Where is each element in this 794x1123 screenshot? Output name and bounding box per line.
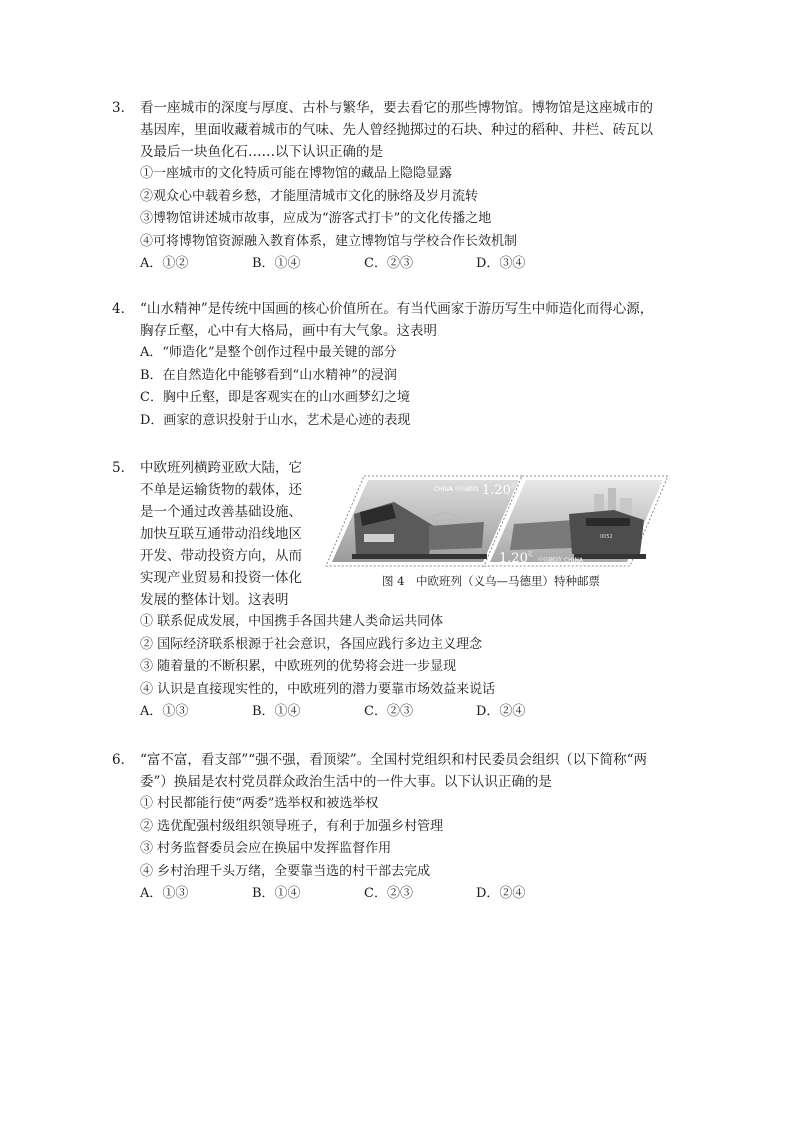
answer-choices	[140, 253, 692, 276]
answer-choices	[140, 701, 692, 724]
answer-choices	[140, 883, 692, 906]
statement-2: ②观众心中载着乡愁，才能厘清城市文化的脉络及岁月流转	[140, 188, 479, 204]
stamp-engine-number: 0052	[600, 534, 613, 540]
choice-a[interactable]: A．①③	[140, 886, 189, 901]
question-stem: 中欧班列横跨亚欧大陆，它 不单是运输货物的载体，还 是一个通过改善基础设施、 加快互联互通带动沿线地区 开发、带动投资方向，从而 实现产业贸易和投资一体化 发展的整体计划。这表明	[140, 460, 302, 608]
choice-c[interactable]: C．②③	[364, 704, 413, 719]
choice-b[interactable]: B．在自然造化中能够看到“山水精神”的浸润	[140, 367, 397, 383]
question-stem: “富不富，看支部”“强不强，看顶梁”。全国村党组织和村民委员会组织（以下简称“两 委”）换届是农村党员群众政治生活中的一件大事。以下认识正确的是	[140, 752, 648, 790]
choice-c[interactable]: C．②③	[364, 886, 413, 901]
choice-b[interactable]: B．①④	[252, 256, 301, 271]
statement-4: ④ 乡村治理千头万绪，全要靠当选的村干部去完成	[140, 863, 431, 879]
statement-2: ② 选优配强村级组织领导班子，有利于加强乡村管理	[140, 818, 444, 834]
choice-b[interactable]: B．①④	[252, 886, 301, 901]
choice-a[interactable]: A．①③	[140, 704, 189, 719]
stamp-left-unit: 元	[510, 483, 517, 490]
choice-c[interactable]: C．②③	[364, 256, 413, 271]
choice-a[interactable]: A．“师造化”是整个创作过程中最关键的部分	[140, 345, 397, 360]
choice-a[interactable]: A．①②	[140, 256, 189, 271]
choice-c[interactable]: C．胸中丘壑，即是客观实在的山水画梦幻之境	[140, 390, 410, 405]
choice-b[interactable]: B．①④	[252, 704, 301, 719]
question-4	[112, 298, 692, 432]
statement-2: ② 国际经济联系根源于社会意识，各国应践行多边主义理念	[140, 636, 483, 652]
statement-1: ① 联系促成发展，中国携手各国共建人类命运共同体	[140, 614, 444, 629]
statement-4: ④ 认识是直接现实性的，中欧班列的潜力要靠市场效益来说话	[140, 681, 496, 697]
stamp-right-value: 1.20	[499, 551, 528, 566]
question-stem: 看一座城市的深度与厚度、古朴与繁华，要去看它的那些博物馆。博物馆是这座城市的 基因库，里面收藏着城市的气味、先人曾经抛掷过的石块、种过的稻种、井栏、砖瓦以 及最后一块鱼化石……以下认识正确的是	[140, 100, 653, 160]
statement-3: ③ 随着量的不断积累，中欧班列的优势将会进一步显现	[140, 659, 457, 674]
stamp-right-unit: 元	[527, 551, 534, 558]
question-number: 3．	[112, 100, 135, 116]
choice-d[interactable]: D．③④	[476, 256, 526, 271]
stamp-left-brand: CHINA 中国邮政	[434, 486, 479, 493]
stamp-illustration	[324, 474, 670, 574]
question-3	[112, 97, 692, 276]
choice-d[interactable]: D．画家的意识投射于山水，艺术是心迹的表现	[140, 412, 411, 428]
statement-1: ① 村民都能行使“两委”选举权和被选举权	[140, 796, 379, 811]
choice-d[interactable]: D．②④	[476, 886, 526, 901]
question-number: 6．	[112, 752, 135, 768]
statement-3: ③ 村务监督委员会应在换届中发挥监督作用	[140, 841, 392, 856]
question-stem: “山水精神”是传统中国画的核心价值所在。有当代画家于游历写生中师造化而得心源， 胸存丘壑，心中有大格局，画中有大气象。这表明	[140, 301, 654, 339]
question-number: 4．	[112, 301, 135, 317]
stamp-left-value: 1.20	[482, 483, 511, 498]
choice-d[interactable]: D．②④	[476, 704, 526, 719]
figure-caption: 图 4 中欧班列（义乌—马德里）特种邮票	[382, 574, 600, 588]
statement-1: ①一座城市的文化特质可能在博物馆的藏品上隐隐显露	[140, 166, 453, 181]
statement-4: ④可将博物馆资源融入教育体系，建立博物馆与学校合作长效机制	[140, 233, 518, 249]
question-number: 5．	[112, 460, 135, 476]
question-6	[112, 749, 692, 906]
stamp-right-brand: 中国邮政 CHINA	[538, 557, 583, 564]
statement-3: ③博物馆讲述城市故事，应成为“游客式打卡”的文化传播之地	[140, 211, 492, 226]
